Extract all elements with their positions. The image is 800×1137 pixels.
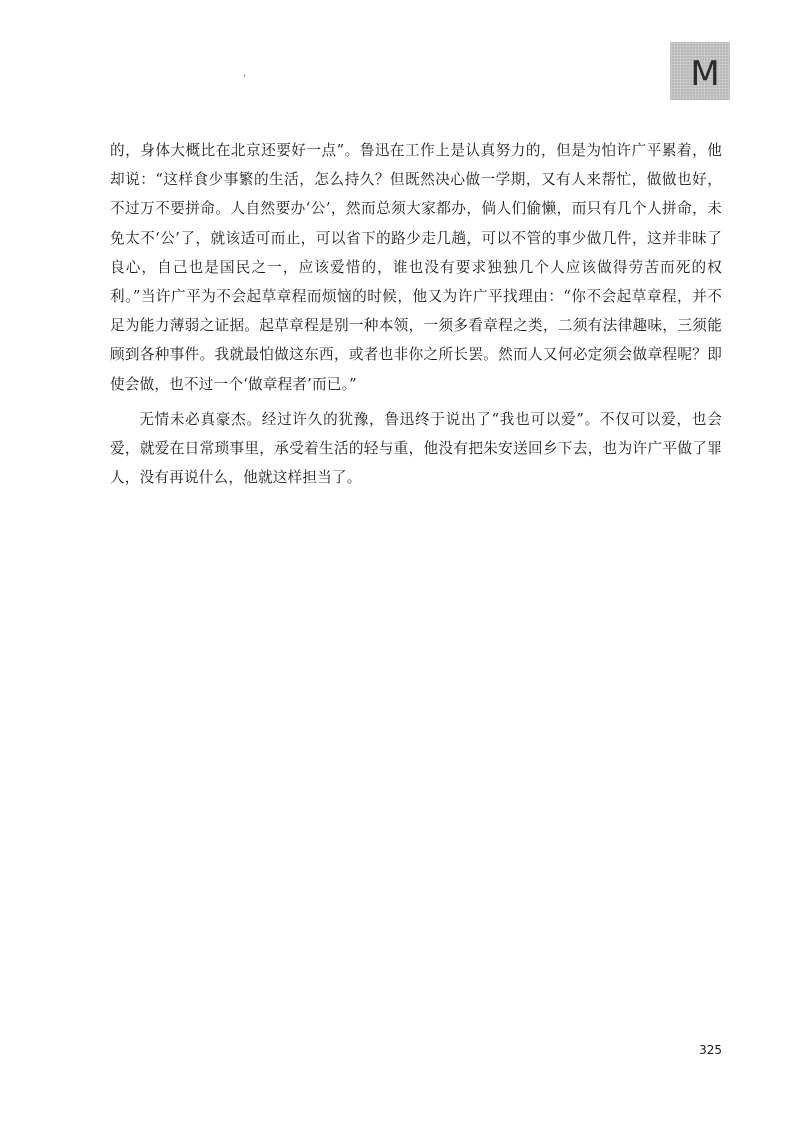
- chapter-tab-letter: M: [690, 54, 720, 94]
- body-text: [110, 136, 722, 498]
- scan-speck: [244, 74, 245, 77]
- paragraph-continued: 的，身体大概比在北京还要好一点”。鲁迅在工作上是认真努力的，但是为怕许广平累着，他却说：“这样食少事繁的生活，怎么持久？但既然决心做一学期，又有人来帮忙，做做也好，不过万不要拼命。人自然要办‘公’，然而总须大家都办，倘人们偷懒，而只有几个人拼命，未免太不‘公’了，就该适可而止，可以省下的路少走几趟，可以不管的事少做几件，这并非昧了良心，自己也是国民之一，应该爱惜的，谁也没有要求独独几个人应该做得劳苦而死的权利。”当许广平为不会起草章程而烦恼的时候，他又为许广平找理由：“你不会起草章程，并不足为能力薄弱之证据。起草章程是别一种本领，一须多看章程之类，二须有法律趣味，三须能顾到各种事件。我就最怕做这东西，或者也非你之所长罢。然而人又何必定须会做章程呢？即使会做，也不过一个‘做章程者’而已。”: [110, 142, 722, 393]
- paragraph: 无情未必真豪杰。经过许久的犹豫，鲁迅终于说出了“我也可以爱”。不仅可以爱，也会爱，就爱在日常琐事里，承受着生活的轻与重，他没有把朱安送回乡下去，也为许广平做了罪人，没有再说什么，他就这样担当了。: [110, 410, 722, 487]
- page-number: 325: [699, 1043, 722, 1057]
- chapter-tab-marker: [670, 42, 730, 100]
